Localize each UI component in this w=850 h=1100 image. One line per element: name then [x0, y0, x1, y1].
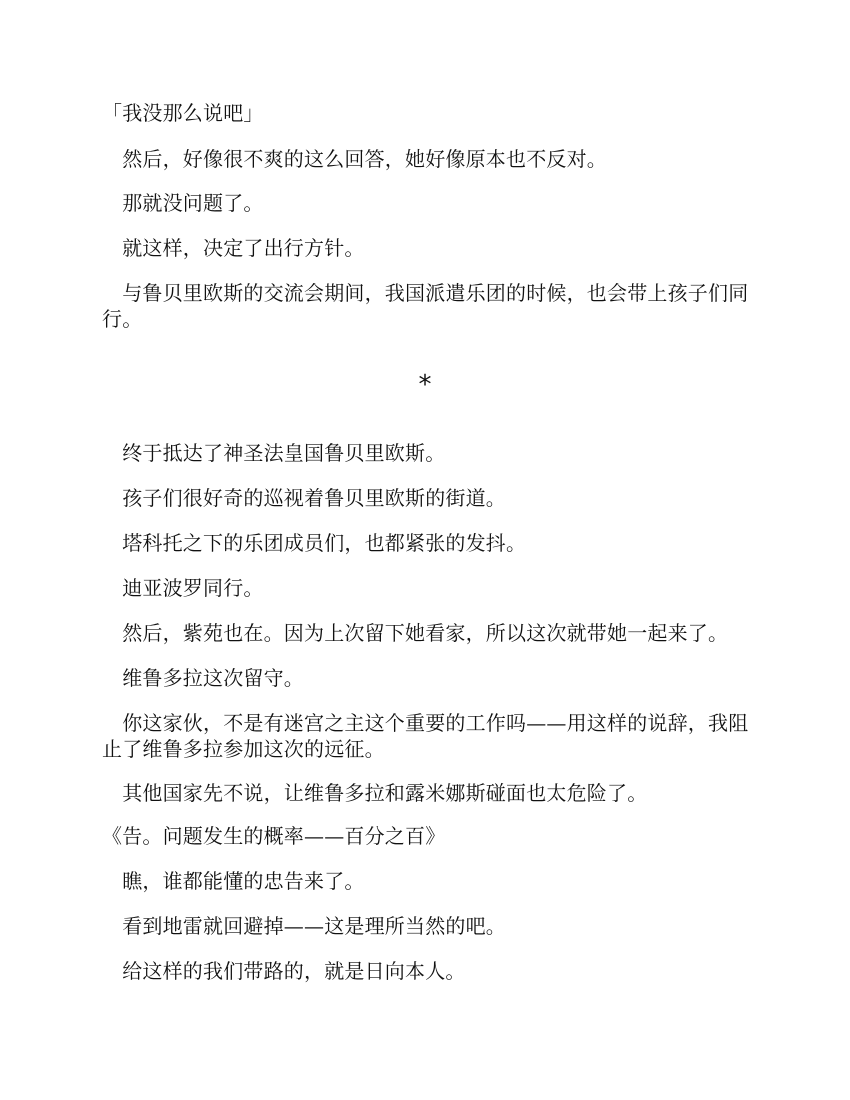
paragraph: 「我没那么说吧」 — [102, 101, 264, 125]
paragraph: 你这家伙，不是有迷宫之主这个重要的工作吗——用这样的说辞，我阻止了维鲁多拉参加这次的远征。 — [102, 711, 749, 761]
paragraph: 那就没问题了。 — [102, 191, 264, 215]
paragraph: 然后，好像很不爽的这么回答，她好像原本也不反对。 — [102, 147, 607, 171]
paragraph: 看到地雷就回避掉——这是理所当然的吧。 — [102, 914, 506, 938]
paragraph: 与鲁贝里欧斯的交流会期间，我国派遣乐团的时候，也会带上孩子们同行。 — [102, 281, 749, 331]
paragraph: 维鲁多拉这次留守。 — [102, 666, 304, 690]
paragraph: 《告。问题发生的概率——百分之百》 — [102, 824, 446, 848]
paragraph: 终于抵达了神圣法皇国鲁贝里欧斯。 — [102, 441, 446, 465]
paragraph: 给这样的我们带路的，就是日向本人。 — [102, 959, 466, 983]
paragraph: 瞧，谁都能懂的忠告来了。 — [102, 869, 365, 893]
paragraph: 其他国家先不说，让维鲁多拉和露米娜斯碰面也太危险了。 — [102, 781, 648, 805]
paragraph: 孩子们很好奇的巡视着鲁贝里欧斯的街道。 — [102, 486, 506, 510]
paragraph: 塔科托之下的乐团成员们，也都紧张的发抖。 — [102, 531, 527, 555]
paragraph: 然后，紫苑也在。因为上次留下她看家，所以这次就带她一起来了。 — [102, 621, 729, 645]
paragraph: 迪亚波罗同行。 — [102, 576, 264, 600]
paragraph: 就这样，决定了出行方针。 — [102, 236, 365, 260]
section-separator: * — [418, 370, 432, 400]
